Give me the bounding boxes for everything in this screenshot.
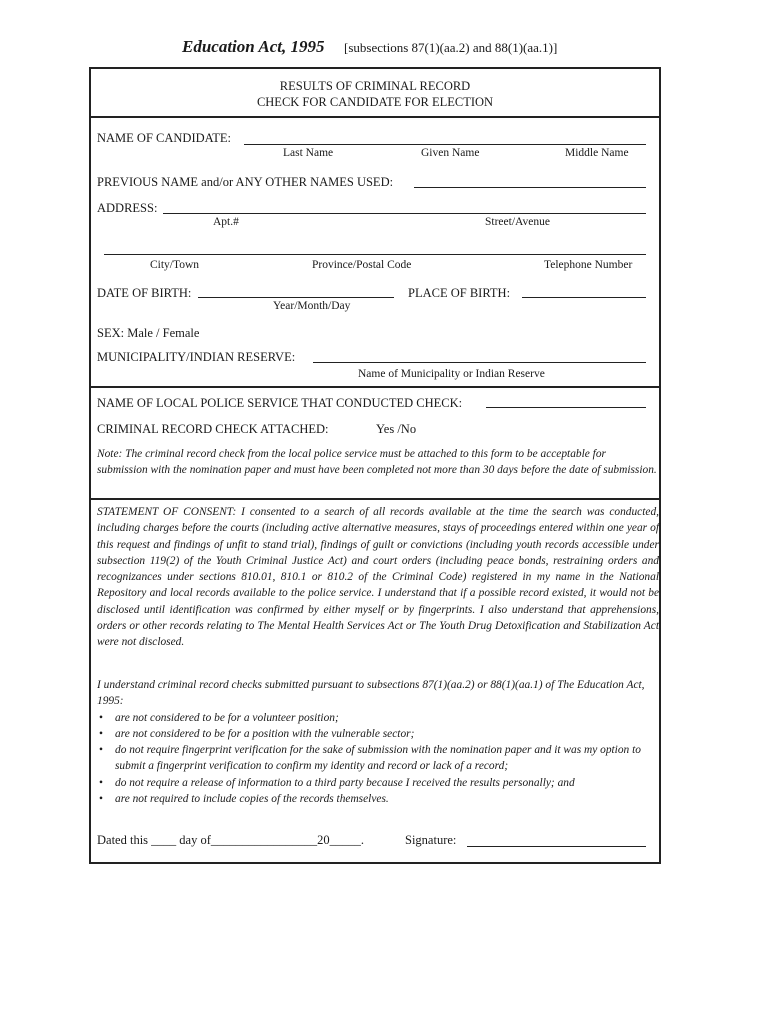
form-title-line1: RESULTS OF CRIMINAL RECORD	[279, 79, 471, 93]
date-of-birth-line[interactable]	[198, 297, 394, 298]
address-line-1[interactable]	[163, 213, 646, 214]
subsections-reference: [subsections 87(1)(aa.2) and 88(1)(aa.1)]	[344, 40, 558, 55]
street-caption: Street/Avenue	[485, 216, 550, 228]
dated-field[interactable]: Dated this ____ day of_________________20_____.	[97, 833, 364, 847]
section-divider-consent	[89, 498, 661, 500]
municipality-label: MUNICIPALITY/INDIAN RESERVE:	[97, 350, 296, 364]
list-item: • are not considered to be for a position with the vulnerable sector;	[97, 726, 659, 742]
bullet-icon: •	[99, 776, 103, 789]
signature-line[interactable]	[467, 846, 646, 847]
list-item: • do not require a release of information to a third party because I received the results personally; and	[97, 775, 659, 791]
understand-section	[97, 677, 659, 807]
form-title-line2: CHECK FOR CANDIDATE FOR ELECTION	[256, 95, 494, 109]
province-caption: Province/Postal Code	[312, 259, 412, 271]
place-of-birth-label: PLACE OF BIRTH:	[408, 286, 511, 300]
previous-name-label: PREVIOUS NAME and/or ANY OTHER NAMES USED:	[97, 175, 394, 189]
city-caption: City/Town	[150, 259, 200, 271]
list-item: • do not require fingerprint verification for the sake of submission with the nomination paper and it was my option to submit a fingerprint verification to confirm my identity and record or lack of a record;	[99, 744, 641, 773]
bullet-icon: •	[99, 727, 103, 740]
apt-caption: Apt.#	[213, 216, 239, 228]
section-divider-police	[89, 386, 661, 388]
previous-name-line[interactable]	[414, 187, 646, 188]
understand-list	[97, 710, 659, 808]
understand-intro: I understand criminal record checks submitted pursuant to subsections 87(1)(aa.2) or 88(1)(aa.1) of The Education Act, 1995:	[97, 679, 645, 708]
last-name-caption: Last Name	[283, 147, 334, 159]
record-attached-label: CRIMINAL RECORD CHECK ATTACHED:	[97, 422, 329, 436]
candidate-name-label: NAME OF CANDIDATE:	[97, 131, 232, 145]
bullet-icon: •	[99, 744, 103, 757]
date-of-birth-label: DATE OF BIRTH:	[97, 286, 192, 300]
police-note: Note: The criminal record check from the local police service must be attached to this form to be acceptable for submission with the nomination paper and must have been completed not more than 30 days before the date of submission.	[97, 448, 657, 477]
police-service-label: NAME OF LOCAL POLICE SERVICE THAT CONDUCTED CHECK:	[97, 396, 463, 410]
middle-name-caption: Middle Name	[565, 147, 629, 159]
municipality-line[interactable]	[313, 362, 646, 363]
sex-field[interactable]: SEX: Male / Female	[97, 326, 200, 340]
title-divider	[89, 116, 661, 118]
municipality-caption: Name of Municipality or Indian Reserve	[358, 368, 545, 380]
record-attached-options[interactable]: Yes /No	[376, 422, 417, 436]
bullet-icon: •	[99, 793, 103, 806]
list-item: • are not considered to be for a volunteer position;	[97, 710, 659, 726]
place-of-birth-line[interactable]	[522, 297, 646, 298]
address-label: ADDRESS:	[97, 201, 158, 215]
police-service-line[interactable]	[486, 407, 646, 408]
act-title: Education Act, 1995	[182, 37, 325, 56]
list-item: • are not required to include copies of the records themselves.	[97, 791, 659, 807]
consent-statement: STATEMENT OF CONSENT: I consented to a search of all records available at the time the search was conducted, including charges before the courts (including active alternative measures, stays of proceedings entered within one year of this request and findings of unfit to stand trial), findings of guilt or convictions (including youth records accessible under subsection 119(2) of the Youth Criminal Justice Act) and court orders (including peace bonds, restraining orders and recognizances under sections 810.01, 810.1 or 810.2 of the Criminal Code) registered in my name in the National Repository and local records available to the police service. I understand that if a possible record existed, it would not be disclosed until identification was confirmed by either myself or by fingerprints. I also understand that apprehensions, orders or other records relating to The Mental Health Services Act or The Youth Drug Detoxification and Stabilization Act were not disclosed.	[97, 506, 659, 649]
date-of-birth-format: Year/Month/Day	[273, 300, 351, 312]
given-name-caption: Given Name	[421, 147, 480, 159]
telephone-caption: Telephone Number	[544, 259, 633, 271]
bullet-icon: •	[99, 711, 103, 724]
signature-label: Signature:	[405, 833, 457, 847]
address-line-2[interactable]	[104, 254, 646, 255]
candidate-name-line[interactable]	[244, 144, 646, 145]
